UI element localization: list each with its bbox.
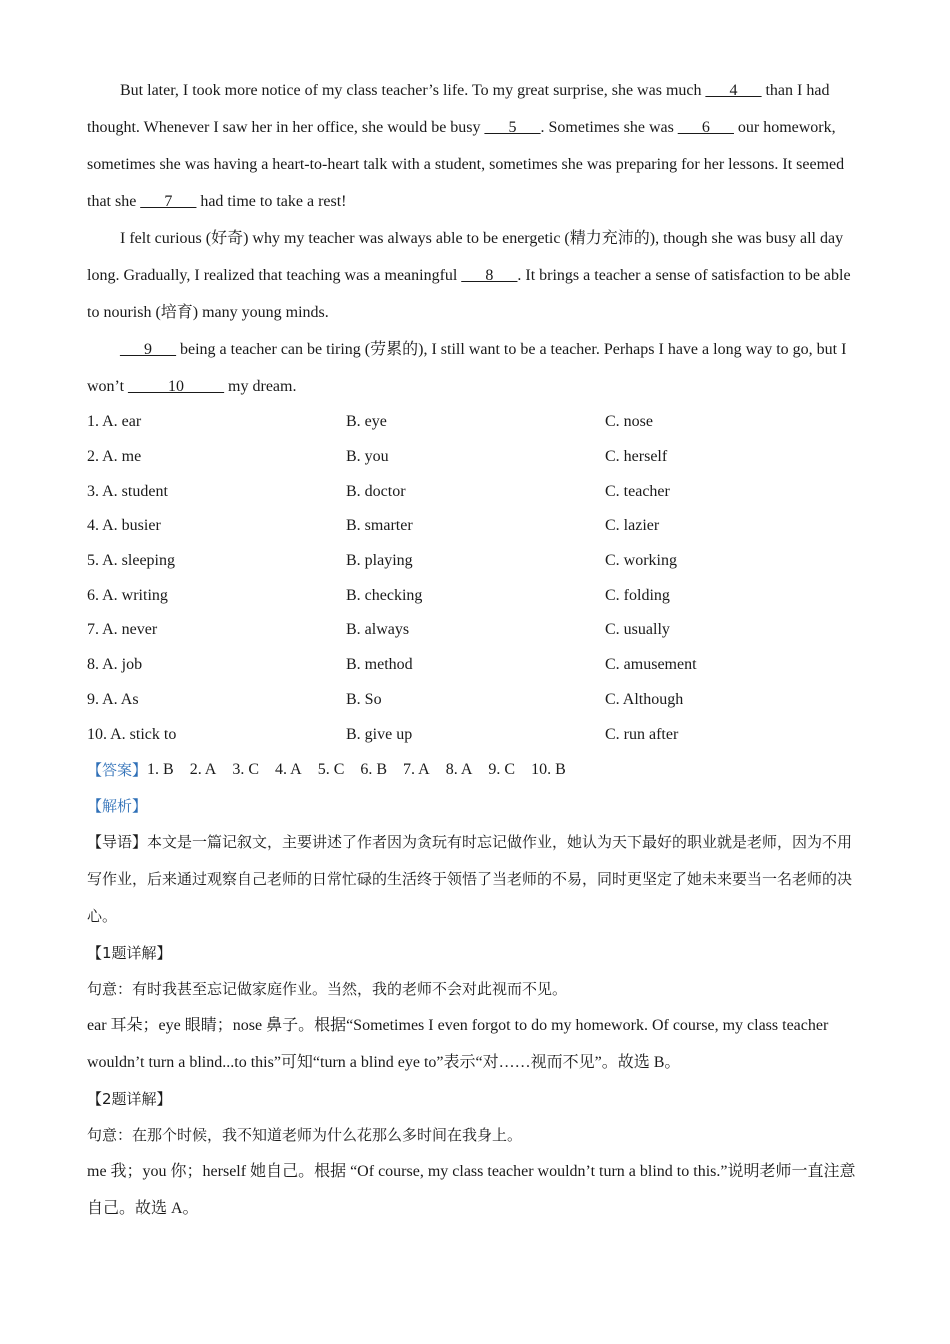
answer-item: 9. C xyxy=(488,760,516,778)
blank-8: ___8___ xyxy=(461,267,518,284)
option-c: C. run after xyxy=(605,725,679,743)
option-a: 5. A. sleeping xyxy=(87,552,175,570)
option-row xyxy=(87,717,865,752)
blank-6: ___6___ xyxy=(677,119,734,136)
passage-text: being a teacher can be tiring (劳累的), I still want to be a teacher. Perhaps I have a long way to go, but I won’t xyxy=(87,341,847,395)
blank-10: _____10_____ xyxy=(128,378,225,395)
option-c: C. working xyxy=(605,552,677,570)
option-a: 4. A. busier xyxy=(87,517,161,535)
option-c: C. usually xyxy=(605,621,670,639)
answer-item: 10. B xyxy=(531,760,566,778)
passage-text: than I had thought. Whenever I saw her in her office, she would be busy xyxy=(87,82,830,136)
option-b: B. eye xyxy=(346,413,387,431)
option-a: 6. A. writing xyxy=(87,586,168,604)
option-b: B. give up xyxy=(346,725,413,743)
option-b: B. So xyxy=(346,690,382,708)
option-row xyxy=(87,648,865,683)
option-c: C. amusement xyxy=(605,656,697,674)
option-a: 2. A. me xyxy=(87,448,142,466)
document-content xyxy=(87,72,865,1227)
option-b: B. always xyxy=(346,621,410,639)
passage-text: But later, I took more notice of my class teacher’s life. To my great surprise, she was much xyxy=(120,82,706,99)
blank-4: ___4___ xyxy=(705,82,762,99)
option-row xyxy=(87,474,865,509)
q1-detail: ear 耳朵；eye 眼睛；nose 鼻子。根据“Sometimes I even forgot to do my homework. Of course, my class teacher wouldn’t turn a blind...to this”可知“turn a blind eye to”表示“对……视而不见”。故选 B。 xyxy=(87,1016,829,1071)
blank-7: ___7___ xyxy=(140,193,197,210)
passage-paragraph-2 xyxy=(87,220,865,331)
answer-line xyxy=(87,752,865,788)
passage-text: . Sometimes she was xyxy=(540,119,678,136)
option-b: B. checking xyxy=(346,586,423,604)
option-row xyxy=(87,440,865,475)
answer-item: 8. A xyxy=(445,760,473,778)
option-a: 8. A. job xyxy=(87,656,143,674)
option-c: C. folding xyxy=(605,586,670,604)
passage-text: my dream. xyxy=(224,378,297,395)
option-row xyxy=(87,683,865,718)
answer-item: 4. A xyxy=(275,760,302,778)
option-c: C. nose xyxy=(605,413,653,431)
analysis-tag: 【解析】 xyxy=(87,796,148,815)
q2-meaning: 句意：在那个时候，我不知道老师为什么花那么多时间在我身上。 xyxy=(87,1125,523,1144)
option-row xyxy=(87,578,865,613)
option-a: 9. A. As xyxy=(87,690,139,708)
option-row xyxy=(87,613,865,648)
passage-text: our homework, sometimes she was having a heart-to-heart talk with a student, sometimes she was preparing for her lessons. It seemed that she xyxy=(87,119,845,210)
answer-item: 3. C xyxy=(232,760,260,778)
passage-text: had time to take a rest! xyxy=(196,193,347,210)
answer-item: 5. C xyxy=(317,760,345,778)
answer-tag: 【答案】 xyxy=(87,760,148,779)
answer-item: 1. B xyxy=(147,760,174,778)
q1-title: 【1题详解】 xyxy=(87,943,172,962)
option-c: C. teacher xyxy=(605,482,670,500)
q2-detail: me 我；you 你；herself 她自己。根据 “Of course, my class teacher wouldn’t turn a blind to this.”说明老师一直注意自己。故选 A。 xyxy=(87,1162,856,1217)
option-row xyxy=(87,544,865,579)
passage-paragraph-3 xyxy=(87,331,865,405)
option-b: B. smarter xyxy=(346,517,413,535)
option-a: 1. A. ear xyxy=(87,413,142,431)
blank-5: ___5___ xyxy=(484,119,541,136)
answer-item: 2. A xyxy=(189,760,217,778)
option-c: C. lazier xyxy=(605,517,660,535)
passage-paragraph-1 xyxy=(87,72,865,220)
option-row xyxy=(87,405,865,440)
option-row xyxy=(87,509,865,544)
passage-text: . It brings a teacher a sense of satisfaction to be able to nourish (培育) many young minds. xyxy=(87,267,851,321)
option-c: C. herself xyxy=(605,448,668,466)
answer-item: 7. A xyxy=(403,760,430,778)
option-b: B. method xyxy=(346,656,413,674)
q2-title: 【2题详解】 xyxy=(87,1089,172,1108)
options-list xyxy=(87,405,865,752)
option-b: B. doctor xyxy=(346,482,406,500)
analysis-intro: 【导语】本文是一篇记叙文，主要讲述了作者因为贪玩有时忘记做作业，她认为天下最好的职业就是老师，因为不用写作业，后来通过观察自己老师的日常忙碌的生活终于领悟了当老师的不易，同时更坚定了她未来要当一名老师的决心。 xyxy=(87,832,853,925)
option-b: B. you xyxy=(346,448,389,466)
option-a: 3. A. student xyxy=(87,482,168,500)
option-a: 10. A. stick to xyxy=(87,725,177,743)
option-b: B. playing xyxy=(346,552,413,570)
answer-item: 6. B xyxy=(360,760,388,778)
passage-text: I felt curious (好奇) why my teacher was always able to be energetic (精力充沛的), though she was busy all day long. Gradually, I realized that teaching was a meaningful xyxy=(87,230,844,284)
blank-9: ___9___ xyxy=(120,341,176,358)
option-c: C. Although xyxy=(605,690,684,708)
option-a: 7. A. never xyxy=(87,621,158,639)
q1-meaning: 句意：有时我甚至忘记做家庭作业。当然，我的老师不会对此视而不见。 xyxy=(87,979,568,998)
